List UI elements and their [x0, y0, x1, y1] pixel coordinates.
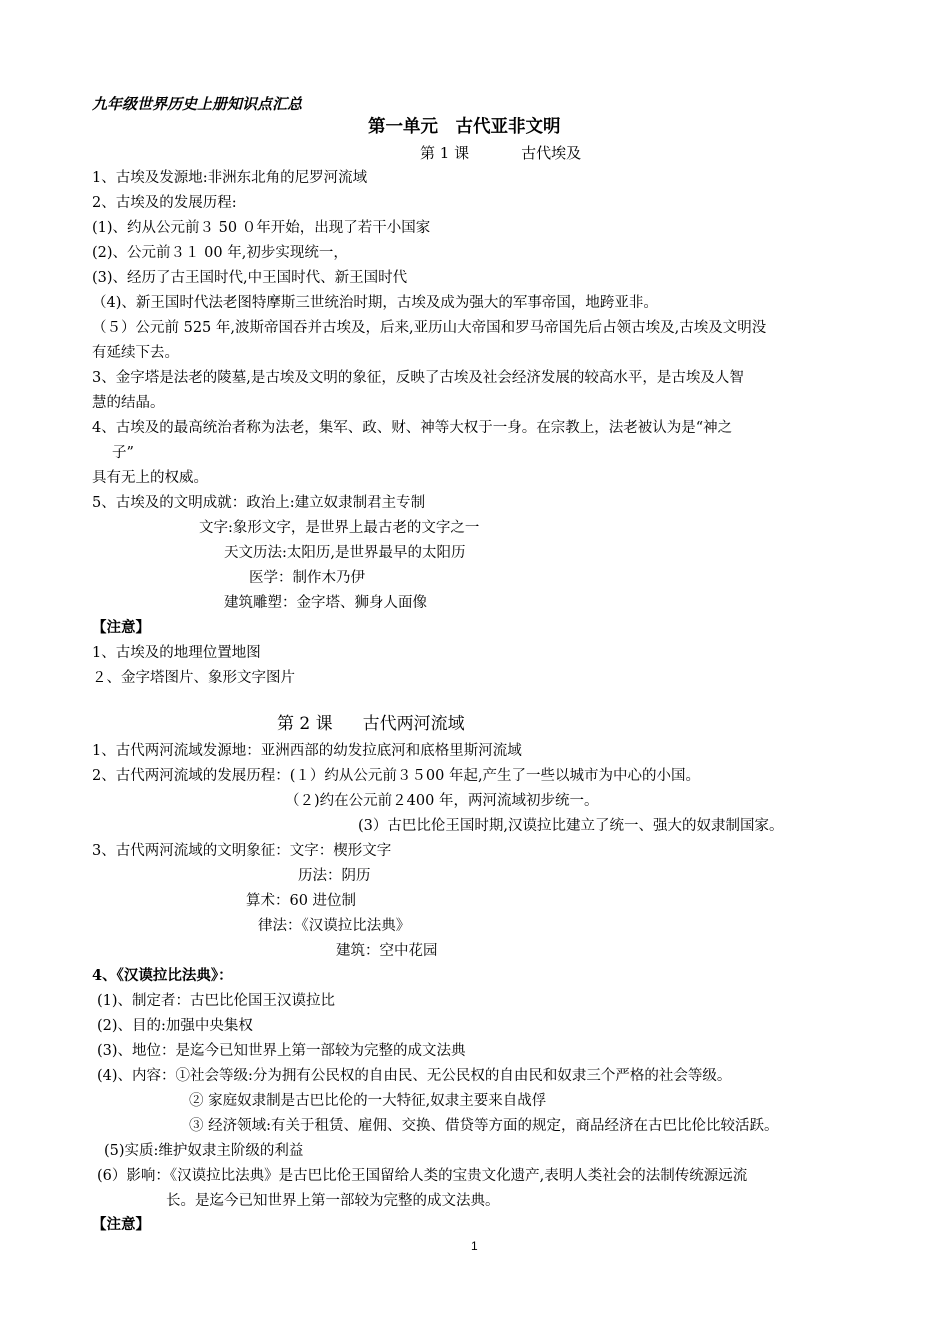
paragraph-line: 慧的结晶。	[92, 395, 165, 411]
note-line: ２、金字塔图片、象形文字图片	[92, 670, 295, 686]
paragraph-line: 算术：60 进位制	[246, 893, 357, 909]
paragraph-line: 律法：《汉谟拉比法典》	[258, 918, 411, 934]
paragraph-line: (3)、地位：是迄今已知世界上第一部较为完整的成文法典	[97, 1043, 466, 1059]
code-heading: 4、《汉谟拉比法典》：	[92, 967, 233, 984]
lesson-1-number: 第 1 课	[420, 144, 470, 162]
paragraph-line: (1)、制定者：古巴比伦国王汉谟拉比	[97, 993, 336, 1009]
paragraph-line: (4)、内容：①社会等级:分为拥有公民权的自由民、无公民权的自由民和奴隶三个严格的社会等级。	[97, 1068, 732, 1084]
paragraph-line: 3、古代两河流域的文明象征：文字：楔形文字	[92, 843, 392, 859]
lesson-1-title	[420, 143, 581, 163]
paragraph-line: 2、古代两河流域的发展历程：(１）约从公元前３５00 年起,产生了一些以城市为中心的小国。	[92, 768, 701, 784]
paragraph-line: 1、古埃及发源地:非洲东北角的尼罗河流域	[92, 170, 368, 186]
paragraph-line: (1)、约从公元前３ 50 ０年开始，出现了若干小国家	[92, 220, 431, 236]
lesson-2-title	[277, 714, 465, 734]
lesson-2-name: 古代两河流域	[362, 714, 465, 734]
paragraph-line: 建筑雕塑：金字塔、狮身人面像	[224, 595, 427, 611]
paragraph-line: (5)实质:维护奴隶主阶级的利益	[104, 1143, 304, 1159]
paragraph-line: 3、金字塔是法老的陵墓,是古埃及文明的象征，反映了古埃及社会经济发展的较高水平，是古埃及人智	[92, 370, 744, 386]
note-line: 1、古埃及的地理位置地图	[92, 645, 261, 661]
paragraph-line: 天文历法:太阳历,是世界最早的太阳历	[224, 545, 466, 561]
paragraph-line: 子”	[112, 445, 134, 461]
paragraph-line: 有延续下去。	[92, 345, 179, 361]
unit-title: 第一单元 古代亚非文明	[368, 117, 561, 137]
page-number: 1	[471, 1239, 478, 1253]
document-title: 九年级世界历史上册知识点汇总	[92, 95, 303, 113]
paragraph-line: (2)、目的:加强中央集权	[97, 1018, 253, 1034]
paragraph-line: (3)、经历了古王国时代,中王国时代、新王国时代	[92, 270, 408, 286]
lesson-2-number: 第 2 课	[277, 714, 333, 734]
paragraph-line: ③ 经济领域:有关于租赁、雇佣、交换、借贷等方面的规定，商品经济在古巴比伦比较活跃。	[189, 1118, 779, 1134]
paragraph-line: 5、古埃及的文明成就：政治上:建立奴隶制君主专制	[92, 495, 426, 511]
paragraph-line: 医学：制作木乃伊	[249, 570, 365, 586]
paragraph-line: 具有无上的权威。	[92, 470, 208, 486]
lesson-1-name: 古代埃及	[521, 144, 582, 162]
paragraph-line: （２)约在公元前２400 年，两河流域初步统一。	[285, 793, 599, 809]
paragraph-line: 4、古埃及的最高统治者称为法老，集军、政、财、神等大权于一身。在宗教上，法老被认为是“神之	[92, 420, 733, 436]
paragraph-line: （4)、新王国时代法老图特摩斯三世统治时期，古埃及成为强大的军事帝国，地跨亚非。	[92, 295, 658, 311]
paragraph-line: 长。是迄今已知世界上第一部较为完整的成文法典。	[166, 1193, 500, 1209]
paragraph-line: 历法：阴历	[298, 868, 371, 884]
paragraph-line: 1、古代两河流域发源地：亚洲西部的幼发拉底河和底格里斯河流域	[92, 743, 522, 759]
paragraph-line: (2)、公元前３１ 00 年,初步实现统一，	[92, 245, 348, 261]
paragraph-line: 2、古埃及的发展历程:	[92, 195, 237, 211]
paragraph-line: (3）古巴比伦王国时期,汉谟拉比建立了统一、强大的奴隶制国家。	[358, 818, 784, 834]
paragraph-line: ② 家庭奴隶制是古巴比伦的一大特征,奴隶主要来自战俘	[189, 1093, 547, 1109]
paragraph-line: 建筑：空中花园	[336, 943, 438, 959]
paragraph-line: 文字:象形文字，是世界上最古老的文字之一	[199, 520, 480, 536]
note-heading: 【注意】	[92, 619, 150, 636]
paragraph-line: （５）公元前 525 年,波斯帝国吞并古埃及，后来,亚历山大帝国和罗马帝国先后占领古埃及,古埃及文明没	[92, 320, 767, 336]
paragraph-line: (6）影响：《汉谟拉比法典》是古巴比伦王国留给人类的宝贵文化遗产,表明人类社会的法制传统源远流	[97, 1168, 748, 1184]
note-heading: 【注意】	[92, 1216, 150, 1233]
